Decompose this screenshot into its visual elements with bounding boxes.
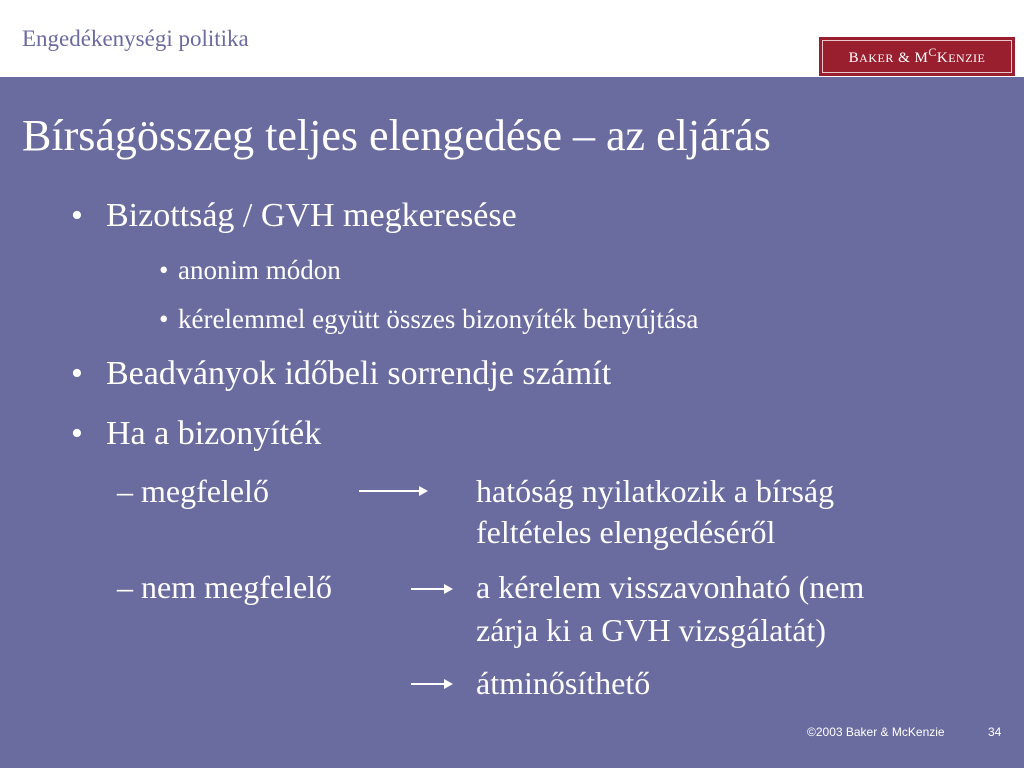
case-extra-result: átminősíthető [476,665,651,701]
bullet-text: Beadványok időbeli sorrendje számít [106,355,612,392]
baker-mckenzie-logo [819,37,1015,76]
bullet-marker: • [71,415,83,452]
case-result-line: feltételes elengedéséről [476,514,776,550]
case-result-line: zárja ki a GVH vizsgálatát) [476,612,827,648]
case-label: – megfelelő [117,473,269,509]
arrow-right-icon [411,683,451,685]
footer-copyright: ©2003 Baker & McKenzie [807,725,945,739]
bullet-marker: • [71,355,83,392]
bullet-text: Ha a bizonyíték [106,415,322,452]
sub-bullet-text: anonim módon [178,255,341,285]
bullet-text: Bizottság / GVH megkeresése [106,197,517,234]
logo-text: BAKER & $M^CKENZIE$ [848,45,986,66]
arrow-right-icon [359,490,426,492]
case-result-line: hatóság nyilatkozik a bírság [476,473,835,509]
arrow-right-icon [411,588,451,590]
sub-bullet-marker: • [159,255,169,285]
case-result-line: a kérelem visszavonható (nem [476,569,865,605]
page-number: 34 [988,725,1002,739]
case-label: – nem megfelelő [117,569,333,605]
section-title: Engedékenységi politika [22,26,249,51]
sub-bullet-marker: • [159,304,169,334]
header-bar [0,0,1024,77]
slide-title: Bírságösszeg teljes elengedése – az eljárás [22,111,771,160]
sub-bullet-text: kérelemmel együtt összes bizonyíték benyújtása [178,304,699,334]
bullet-marker: • [71,197,83,234]
